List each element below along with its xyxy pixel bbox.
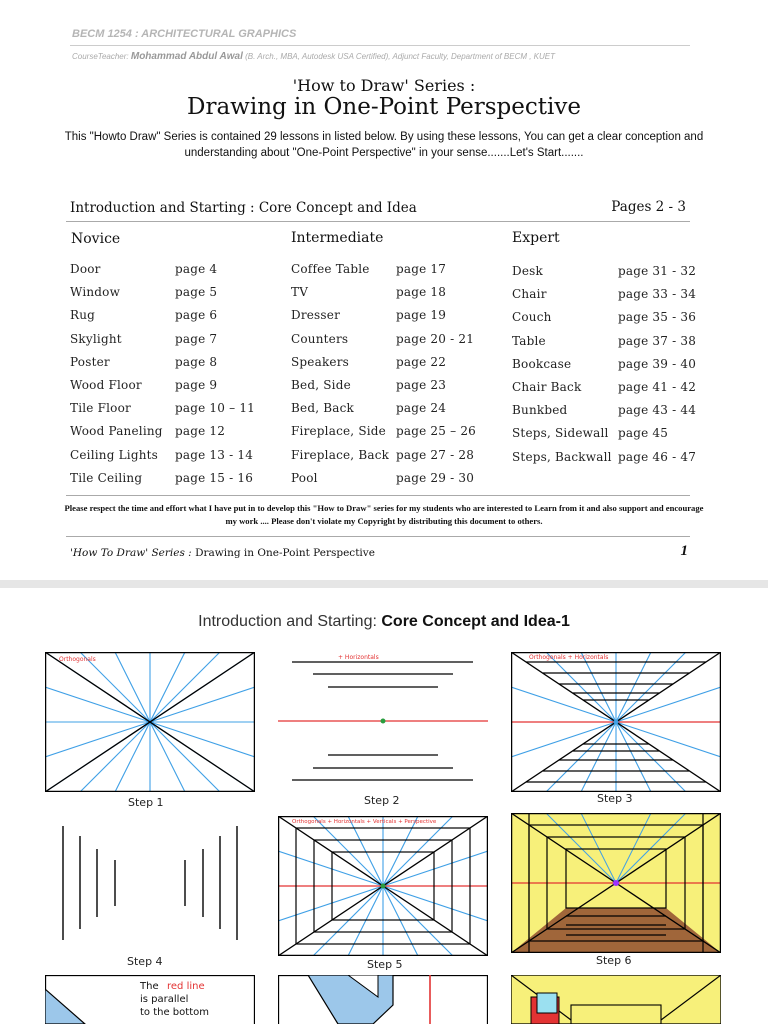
step5-diagram [278, 816, 488, 956]
lesson-novice-name: Poster [70, 354, 110, 369]
course-header: BECM 1254 : ARCHITECTURAL GRAPHICS [72, 28, 297, 40]
notice-top-rule [66, 495, 690, 496]
lesson-novice-page: page 7 [175, 331, 218, 346]
lesson-novice-name: Wood Floor [70, 378, 142, 392]
lesson-novice-page: page 5 [175, 285, 218, 300]
lesson-novice-page: page 12 [175, 424, 226, 439]
lesson-novice-name: Ceiling Lights [70, 447, 159, 462]
lesson-novice-name: Skylight [70, 331, 122, 346]
lesson-novice-page: page 15 - 16 [175, 470, 254, 485]
teacher-line [72, 51, 555, 62]
lesson-novice-page: page 8 [175, 354, 218, 369]
lesson-intermediate-name: Speakers [291, 354, 350, 369]
lesson-intermediate-name: TV [291, 285, 309, 300]
lesson-intermediate-name: Fireplace, Side [291, 424, 386, 439]
step2-diagram [278, 652, 488, 792]
lesson-intermediate-page: page 17 [396, 262, 447, 276]
lesson-intermediate-page: page 29 - 30 [396, 470, 475, 485]
step5-label: Step 5 [367, 958, 403, 971]
lesson-intermediate-page: page 27 - 28 [396, 447, 475, 462]
document-title: Drawing in One-Point Perspective [187, 94, 581, 120]
step5-labels: Orthogonals + Horizontals + Verticals + Perspective [292, 819, 437, 825]
lesson-intermediate-page: page 18 [396, 285, 447, 300]
lesson-intermediate-page: page 19 [396, 308, 447, 323]
copyright-notice [60, 502, 708, 528]
lesson-intermediate-name: Dresser [291, 308, 341, 323]
lesson-novice-page: page 10 – 11 [175, 401, 256, 416]
series-subtitle: 'How to Draw' Series : [292, 76, 476, 95]
lesson-expert-page: page 31 - 32 [618, 264, 697, 278]
lesson-expert-name: Bookcase [512, 356, 572, 371]
step8-diagram-partial [278, 975, 488, 1024]
step7-diagram-partial [45, 975, 255, 1024]
page2-title-bold: Core Concept and Idea-1 [381, 613, 570, 630]
lesson-intermediate-page: page 24 [396, 401, 447, 416]
lesson-novice-name: Door [70, 262, 101, 276]
page-number: 1 [680, 543, 688, 559]
lesson-intermediate-name: Bed, Back [291, 401, 354, 416]
lesson-expert-name: Chair [512, 287, 547, 302]
column-heading-intermediate: Intermediate [291, 230, 384, 246]
lesson-novice-page: page 6 [175, 308, 218, 323]
lesson-intermediate-page: page 25 – 26 [396, 424, 477, 439]
lesson-expert-page: page 35 - 36 [618, 310, 697, 325]
footer-document-name: Drawing in One-Point Perspective [195, 547, 375, 559]
section-rule [66, 221, 690, 222]
section-label: Introduction and Starting : Core Concept and Idea [70, 200, 417, 216]
teacher-credentials: (B. Arch., MBA, Autodesk USA Certified), Adjunct Faculty, Department of BECM , KUET [245, 52, 556, 61]
lesson-intermediate-name: Bed, Side [291, 378, 351, 392]
page2-title [0, 613, 768, 631]
teacher-name: Mohammad Abdul Awal [130, 51, 243, 62]
step6-diagram [511, 813, 721, 953]
lesson-novice-name: Rug [70, 308, 96, 323]
footer-rule [66, 536, 690, 537]
lesson-intermediate-name: Coffee Table [291, 262, 370, 276]
lesson-intermediate-page: page 22 [396, 354, 447, 369]
lesson-expert-name: Chair Back [512, 380, 582, 394]
step2-horizontals-label: + Horizontals [338, 654, 379, 661]
header-rule [70, 45, 690, 46]
lesson-novice-page: page 9 [175, 378, 218, 392]
column-heading-novice: Novice [71, 231, 121, 247]
step2-label: Step 2 [364, 794, 400, 807]
lesson-novice-name: Wood Paneling [70, 424, 163, 439]
lesson-expert-page: page 46 - 47 [618, 449, 697, 464]
step1-label: Step 1 [128, 796, 164, 809]
lesson-expert-name: Desk [512, 264, 543, 278]
lesson-expert-name: Steps, Backwall [512, 449, 612, 464]
page2-title-prefix: Introduction and Starting: [198, 613, 382, 630]
lesson-novice-name: Tile Floor [70, 401, 131, 416]
lesson-intermediate-name: Fireplace, Back [291, 447, 390, 462]
section-pages: Pages 2 - 3 [611, 199, 686, 215]
step9-diagram-partial [511, 975, 721, 1024]
lesson-expert-page: page 37 - 38 [618, 333, 697, 348]
lesson-intermediate-page: page 23 [396, 378, 447, 392]
footer-series [70, 547, 375, 559]
lesson-intermediate-page: page 20 - 21 [396, 331, 475, 346]
lesson-expert-name: Bunkbed [512, 403, 568, 418]
step1-orthogonals-label: Orthogonals [59, 656, 96, 663]
lesson-expert-page: page 33 - 34 [618, 287, 697, 302]
notice-series-name: "How to Draw" [312, 503, 372, 513]
lesson-expert-page: page 43 - 44 [618, 403, 697, 418]
lesson-expert-name: Steps, Sidewall [512, 426, 609, 441]
step3-labels: Orthogonals + Horizontals [529, 654, 609, 661]
step1-diagram [45, 652, 255, 792]
step3-label: Step 3 [597, 792, 633, 805]
lesson-novice-name: Tile Ceiling [70, 470, 143, 485]
notice-text-1: Please respect the time and effort what I have put in to develop this [64, 503, 313, 513]
intro-paragraph: This "Howto Draw" Series is contained 29 lessons in listed below. By using these lessons, You can get a clear conception and understanding about "One-Point Perspective" in your sense.......Let's Start....... [64, 131, 704, 159]
lesson-intermediate-name: Pool [291, 470, 318, 485]
step4-label: Step 4 [127, 955, 163, 968]
column-heading-expert: Expert [512, 230, 560, 246]
footer-series-label: 'How To Draw' Series : [70, 547, 192, 559]
step4-diagram [45, 816, 255, 956]
lesson-novice-page: page 4 [175, 262, 218, 276]
note-is-parallel: is parallel [140, 994, 189, 1005]
lesson-intermediate-name: Counters [291, 331, 349, 346]
lesson-novice-name: Window [70, 285, 121, 300]
lesson-expert-page: page 39 - 40 [618, 356, 697, 371]
lesson-expert-name: Table [512, 333, 546, 348]
notice-text-2: series for my students who are interested to Learn from it and also support and encourage my work .... Please don't violate my Copyright by distributing this document to others. [225, 503, 704, 526]
teacher-prefix: CourseTeacher: [72, 52, 129, 61]
lesson-expert-page: page 45 [618, 426, 669, 441]
step3-diagram [511, 652, 721, 792]
note-to-bottom: to the bottom [140, 1007, 209, 1018]
lesson-novice-page: page 13 - 14 [175, 447, 254, 462]
step6-label: Step 6 [596, 954, 632, 967]
note-red-line: red line [167, 981, 205, 992]
note-the: The [140, 981, 159, 992]
document-page-2 [0, 588, 768, 1024]
lesson-expert-page: page 41 - 42 [618, 380, 697, 394]
lesson-expert-name: Couch [512, 310, 552, 325]
